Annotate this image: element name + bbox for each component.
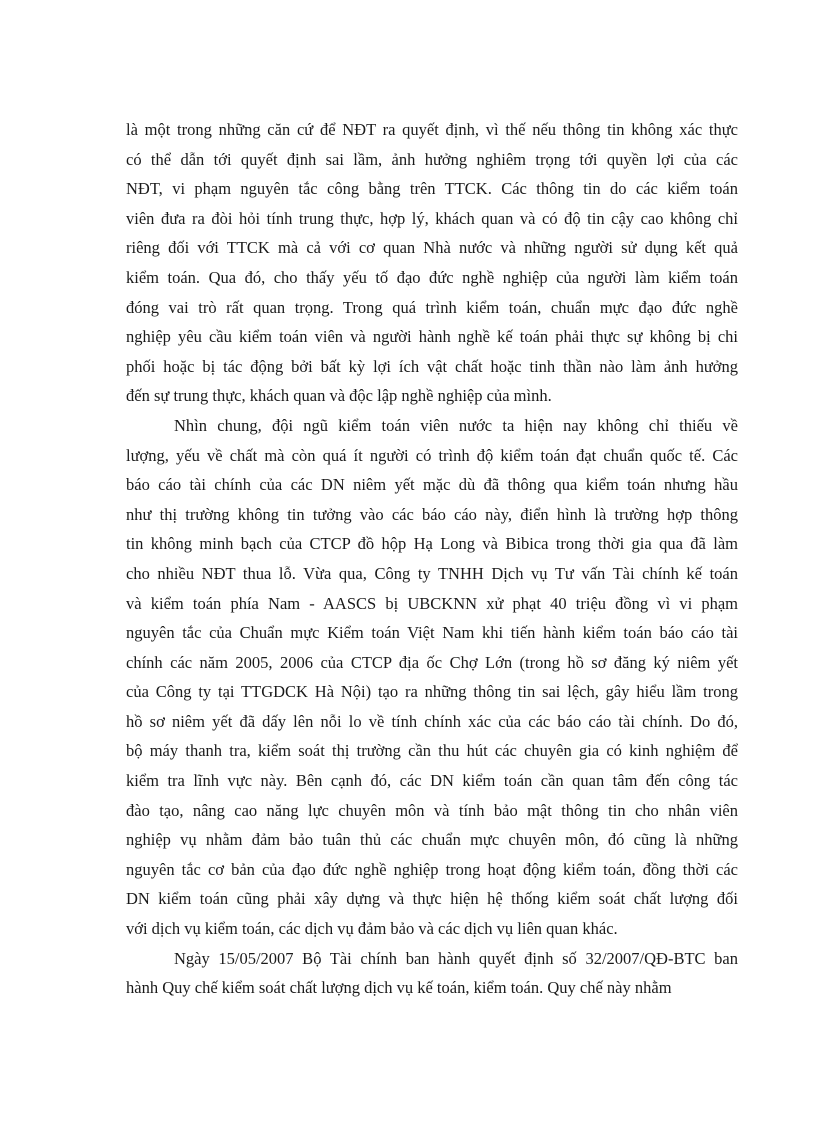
paragraph — [126, 944, 738, 1003]
text-line: có thể dẫn tới quyết định sai lầm, ảnh hưởng nghiêm trọng tới quyền lợi của các — [126, 149, 738, 169]
text-line: kiểm toán. Qua đó, cho thấy yếu tố đạo đức nghề nghiệp của người làm kiểm toán — [126, 267, 738, 287]
text-line: với dịch vụ kiểm toán, các dịch vụ đảm bảo và các dịch vụ liên quan khác. — [126, 919, 618, 939]
text-line: phối hoặc bị tác động bởi bất kỳ lợi ích vật chất hoặc tinh thần nào làm ảnh hưởng — [126, 356, 738, 376]
text-line: nghiệp yêu cầu kiểm toán viên và người hành nghề kế toán phải thực sự không bị chi — [126, 327, 738, 347]
text-line: chính các năm 2005, 2006 của CTCP địa ốc Chợ Lớn (trong hồ sơ đăng ký niêm yết — [126, 652, 738, 672]
text-line: bộ máy thanh tra, kiểm soát thị trường cần thu hút các chuyên gia có kinh nghiệm để — [126, 741, 738, 761]
text-line: cho nhiều NĐT thua lỗ. Vừa qua, Công ty TNHH Dịch vụ Tư vấn Tài chính kế toán — [126, 563, 738, 583]
text-line: DN kiểm toán cũng phải xây dựng và thực hiện hệ thống kiểm soát chất lượng đối — [126, 889, 738, 909]
text-line: tin không minh bạch của CTCP đồ hộp Hạ Long và Bibica trong thời gia qua đã làm — [126, 534, 738, 554]
text-line: lượng, yếu về chất mà còn quá ít người có trình độ kiểm toán đạt chuẩn quốc tế. Các — [126, 445, 738, 465]
text-line: nguyên tắc cơ bản của đạo đức nghề nghiệp trong hoạt động kiểm toán, đồng thời các — [126, 859, 738, 879]
document-body — [126, 115, 738, 1003]
paragraph — [126, 115, 738, 411]
text-line: là một trong những căn cứ để NĐT ra quyết định, vì thế nếu thông tin không xác thực — [126, 120, 738, 139]
text-line: đào tạo, nâng cao năng lực chuyên môn và tính bảo mật thông tin cho nhân viên — [126, 800, 738, 820]
text-line: viên đưa ra đòi hỏi tính trung thực, hợp lý, khách quan và có độ tin cậy cao không chỉ — [126, 208, 738, 228]
text-line: nguyên tắc của Chuẩn mực Kiểm toán Việt Nam khi tiến hành kiểm toán báo cáo tài — [126, 623, 738, 643]
text-line: báo cáo tài chính của các DN niêm yết mặc dù đã thông qua kiểm toán nhưng hầu — [126, 475, 738, 495]
text-line: riêng đối với TTCK mà cả với cơ quan Nhà nước và những người sử dụng kết quả — [126, 238, 738, 258]
text-line: của Công ty tại TTGDCK Hà Nội) tạo ra những thông tin sai lệch, gây hiểu lầm trong — [126, 682, 738, 702]
text-line: như thị trường không tin tưởng vào các báo cáo này, điển hình là trường hợp thông — [126, 504, 738, 524]
paragraph — [126, 411, 738, 944]
text-line: Nhìn chung, đội ngũ kiểm toán viên nước ta hiện nay không chỉ thiếu về — [174, 415, 738, 435]
text-line: đến sự trung thực, khách quan và độc lập nghề nghiệp của mình. — [126, 386, 552, 406]
text-line: NĐT, vi phạm nguyên tắc công bằng trên TTCK. Các thông tin do các kiểm toán — [126, 179, 738, 199]
text-line: kiểm tra lĩnh vực này. Bên cạnh đó, các DN kiểm toán cần quan tâm đến công tác — [126, 771, 738, 791]
text-line: nghiệp vụ nhằm đảm bảo tuân thủ các chuẩn mực chuyên môn, đó cũng là những — [126, 830, 738, 850]
text-line: hành Quy chế kiểm soát chất lượng dịch vụ kế toán, kiểm toán. Quy chế này nhằm — [126, 978, 672, 998]
text-line: hồ sơ niêm yết đã dấy lên nỗi lo về tính chính xác của các báo cáo tài chính. Do đó, — [126, 711, 738, 731]
text-line: Ngày 15/05/2007 Bộ Tài chính ban hành quyết định số 32/2007/QĐ-BTC ban — [174, 948, 738, 968]
text-line: và kiểm toán phía Nam - AASCS bị UBCKNN xử phạt 40 triệu đồng vì vi phạm — [126, 593, 738, 613]
text-line: đóng vai trò rất quan trọng. Trong quá trình kiểm toán, chuẩn mực đạo đức nghề — [126, 297, 738, 317]
